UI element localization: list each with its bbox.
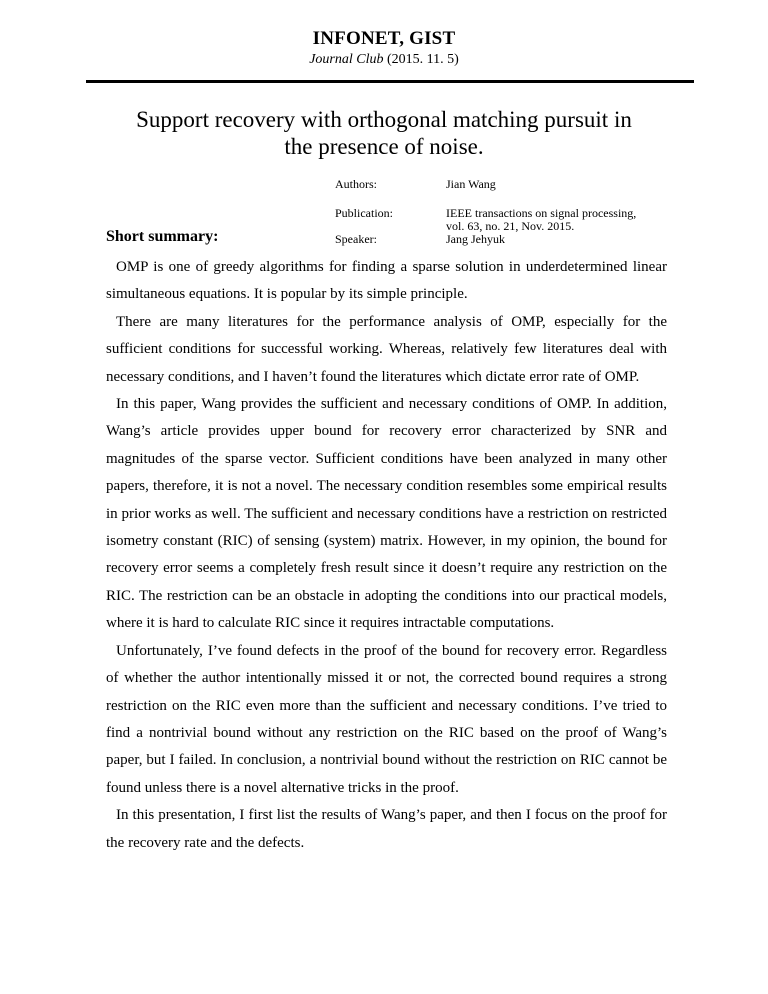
organization-heading: INFONET, GIST bbox=[312, 28, 456, 49]
paper-title-line-1: Support recovery with orthogonal matching pursuit in bbox=[136, 107, 632, 132]
speaker-label: Speaker: bbox=[335, 232, 377, 246]
journal-club-line bbox=[0, 52, 768, 68]
summary-paragraph: Unfortunately, I’ve found defects in the proof of the bound for recovery error. Regardless of whether the author intentionally missed it or not, the corrected bound requires a strong restriction on the RIC even more than the sufficient and necessary conditions. I’ve tried to find a nontrivial bound without any restriction on the RIC based on the proof of Wang’s paper, but I failed. In conclusion, a nontrivial bound without the restriction on RIC cannot be found unless there is a novel alternative tricks in the proof. bbox=[106, 642, 667, 796]
publication-value-line-2: vol. 63, no. 21, Nov. 2015. bbox=[446, 219, 575, 233]
journal-club-name: Journal Club bbox=[309, 52, 384, 67]
summary-paragraph: In this paper, Wang provides the sufficient and necessary conditions of OMP. In addition, Wang’s article provides upper bound for recovery error characterized by SNR and magnitudes of the sparse vector. Sufficient conditions have been analyzed in many other papers, therefore, it is not a novel. The necessary condition resembles some empirical results in prior works as well. The sufficient and necessary conditions have a restriction on restricted isometry constant (RIC) of sensing (system) matrix. However, in my opinion, the bound for recovery error seems a completely fresh result since it doesn’t require any restriction on the RIC. The restriction can be an obstacle in adopting the conditions into our practical models, where it is hard to calculate RIC since it requires intractable computations. bbox=[106, 396, 667, 632]
summary-paragraph: There are many literatures for the performance analysis of OMP, especially for the sufficient conditions for successful working. Whereas, relatively few literatures deal with necessary conditions, and I haven’t found the literatures which dictate error rate of OMP. bbox=[106, 313, 667, 385]
publication-label: Publication: bbox=[335, 206, 393, 220]
paper-title bbox=[84, 106, 684, 160]
publication-value-line-1: IEEE transactions on signal processing, bbox=[446, 206, 637, 220]
authors-label: Authors: bbox=[335, 177, 377, 191]
speaker-value: Jang Jehyuk bbox=[446, 232, 505, 246]
summary-body bbox=[106, 254, 667, 857]
summary-heading: Short summary: bbox=[106, 228, 219, 245]
summary-paragraph: In this presentation, I first list the results of Wang’s paper, and then I focus on the proof for the recovery rate and the defects. bbox=[106, 807, 667, 851]
journal-club-date: (2015. 11. 5) bbox=[386, 52, 459, 67]
paper-title-line-2: the presence of noise. bbox=[284, 134, 484, 159]
summary-paragraph: OMP is one of greedy algorithms for finding a sparse solution in underdetermined linear simultaneous equations. It is popular by its simple principle. bbox=[106, 259, 667, 303]
header-divider bbox=[86, 80, 694, 83]
authors-value: Jian Wang bbox=[446, 177, 496, 191]
